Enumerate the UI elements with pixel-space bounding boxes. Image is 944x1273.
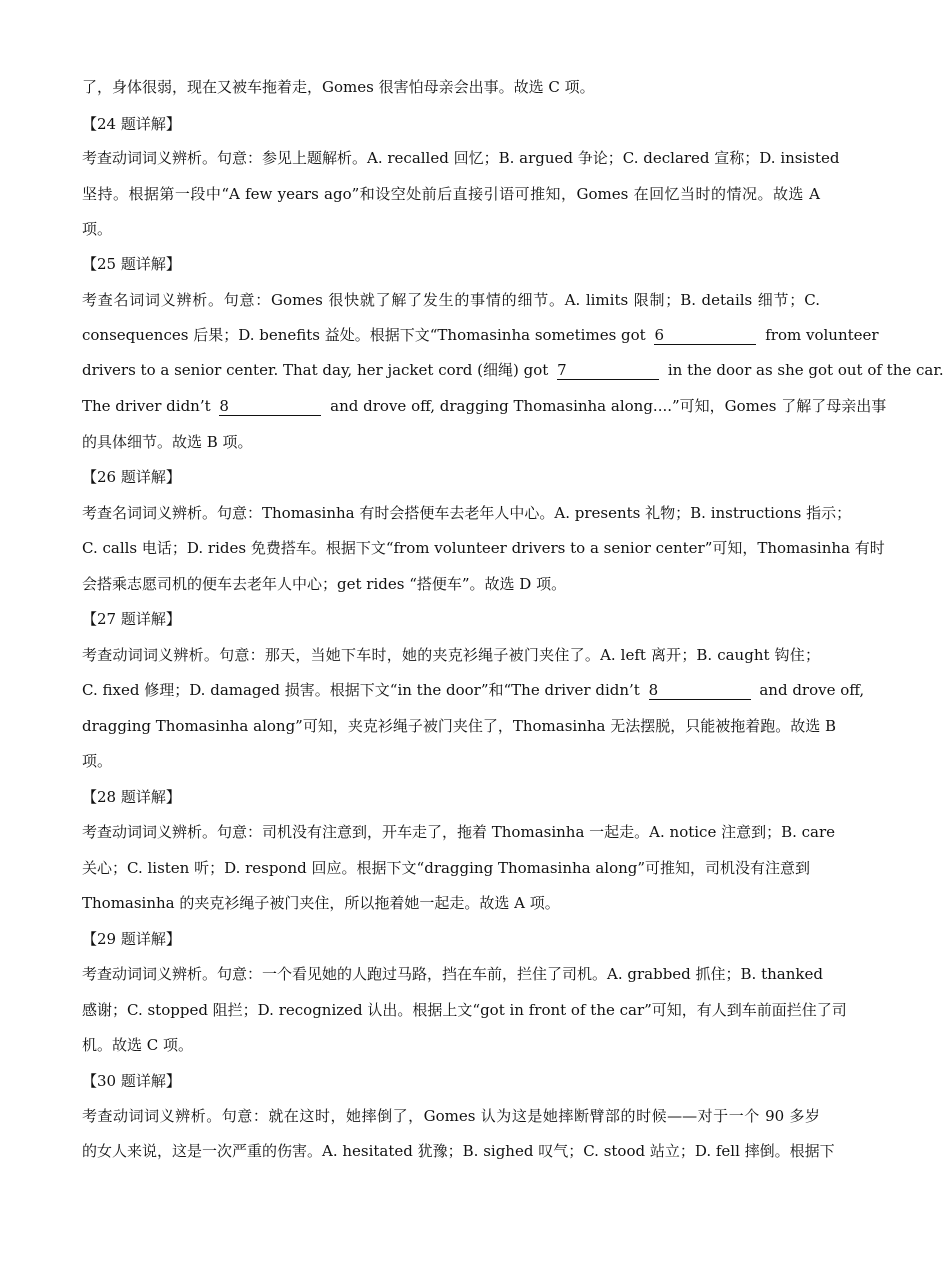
section-heading — [82, 787, 820, 807]
text-segment: and drove off, dragging Thomasinha along....”可知，Gomes 了解了母亲出事 — [325, 397, 887, 415]
text-segment: 考查动词词义辨析。句意：参见上题解析。A. recalled 回忆；B. argued 争论；C. declared 宣称；D. insisted — [82, 149, 840, 167]
section-heading — [82, 609, 820, 629]
text-line — [82, 751, 820, 771]
text-segment: 的具体细节。故选 B 项。 — [82, 433, 253, 451]
text-segment: 坚持。根据第一段中“A few years ago”和设空处前后直接引语可推知，Gomes 在回忆当时的情况。故选 A — [82, 185, 820, 203]
text-segment: dragging Thomasinha along”可知，夹克衫绳子被门夹住了，Thomasinha 无法摆脱，只能被拖着跑。故选 B — [82, 717, 837, 735]
text-line — [82, 964, 823, 984]
text-line — [82, 574, 820, 594]
answer-blank: 8 — [649, 681, 751, 700]
text-line — [82, 432, 820, 452]
text-line — [82, 1035, 820, 1055]
text-segment: 【27 题详解】 — [82, 610, 181, 628]
text-segment: 了，身体很弱，现在又被车拖着走，Gomes 很害怕母亲会出事。故选 C 项。 — [82, 78, 595, 96]
text-line — [82, 645, 820, 665]
text-line — [82, 716, 837, 736]
section-heading — [82, 1071, 820, 1091]
text-segment: 关心；C. listen 听；D. respond 回应。根据下文“dragging Thomasinha along”可推知，司机没有注意到 — [82, 859, 811, 877]
text-line — [82, 325, 879, 345]
text-segment: The driver didn’t — [82, 397, 216, 415]
answer-blank: 7 — [557, 361, 659, 380]
answer-blank: 8 — [219, 397, 321, 416]
text-line — [82, 360, 944, 380]
text-segment: 【28 题详解】 — [82, 788, 181, 806]
section-heading — [82, 929, 820, 949]
text-segment: 【25 题详解】 — [82, 255, 181, 273]
text-segment: 考查动词词义辨析。句意：一个看见她的人跑过马路，挡在车前，拦住了司机。A. grabbed 抓住；B. thanked — [82, 965, 823, 983]
text-segment: consequences 后果；D. benefits 益处。根据下文“Thomasinha sometimes got — [82, 326, 651, 344]
section-heading — [82, 254, 820, 274]
text-segment: Thomasinha 的夹克衫绳子被门夹住，所以拖着她一起走。故选 A 项。 — [82, 894, 560, 912]
text-line — [82, 893, 820, 913]
text-segment: 【24 题详解】 — [82, 115, 181, 133]
text-line — [82, 538, 885, 558]
text-segment: 考查名词词义辨析。句意：Gomes 很快就了解了发生的事情的细节。A. limits 限制；B. details 细节；C. — [82, 291, 820, 309]
text-segment: drivers to a senior center. That day, her jacket cord (细绳) got — [82, 361, 554, 379]
text-line — [82, 184, 820, 204]
text-segment: 【26 题详解】 — [82, 468, 181, 486]
text-segment: 考查名词词义辨析。句意：Thomasinha 有时会搭便车去老年人中心。A. presents 礼物；B. instructions 指示； — [82, 504, 852, 522]
text-segment: C. fixed 修理；D. damaged 损害。根据下文“in the door”和“The driver didn’t — [82, 681, 645, 699]
text-line — [82, 858, 820, 878]
text-line — [82, 503, 852, 523]
text-segment: 机。故选 C 项。 — [82, 1036, 194, 1054]
text-line — [82, 822, 836, 842]
text-line — [82, 1106, 820, 1126]
text-segment: 考查动词词义辨析。句意：司机没有注意到，开车走了，拖着 Thomasinha 一起走。A. notice 注意到；B. care — [82, 823, 836, 841]
text-line — [82, 290, 820, 310]
text-segment: 的女人来说，这是一次严重的伤害。A. hesitated 犹豫；B. sighed 叹气；C. stood 站立；D. fell 摔倒。根据下 — [82, 1142, 835, 1160]
text-segment: 项。 — [82, 220, 113, 238]
text-segment: 会搭乘志愿司机的便车去老年人中心；get rides “搭便车”。故选 D 项。 — [82, 575, 567, 593]
text-segment: 感谢；C. stopped 阻拦；D. recognized 认出。根据上文“got in front of the car”可知，有人到车前面拦住了司 — [82, 1001, 847, 1019]
answer-blank: 6 — [654, 326, 756, 345]
text-segment: C. calls 电话；D. rides 免费搭车。根据下文“from volunteer drivers to a senior center”可知，Thomasinha 有时 — [82, 539, 885, 557]
section-heading — [82, 114, 820, 134]
text-segment: from volunteer — [760, 326, 879, 344]
text-line — [82, 77, 820, 97]
text-segment: and drove off, — [754, 681, 865, 699]
text-line — [82, 680, 865, 700]
text-line — [82, 1000, 847, 1020]
section-heading — [82, 467, 820, 487]
text-segment: 【29 题详解】 — [82, 930, 181, 948]
text-segment: 考查动词词义辨析。句意：就在这时，她摔倒了，Gomes 认为这是她摔断臂部的时候——对于一个 90 多岁 — [82, 1107, 820, 1125]
text-segment: 考查动词词义辨析。句意：那天，当她下车时，她的夹克衫绳子被门夹住了。A. left 离开；B. caught 钩住； — [82, 646, 820, 664]
text-line — [82, 1141, 835, 1161]
text-line — [82, 396, 887, 416]
text-segment: 【30 题详解】 — [82, 1072, 181, 1090]
text-line — [82, 219, 820, 239]
text-segment: in the door as she got out of the car. — [663, 361, 944, 379]
text-segment: 项。 — [82, 752, 113, 770]
text-line — [82, 148, 840, 168]
